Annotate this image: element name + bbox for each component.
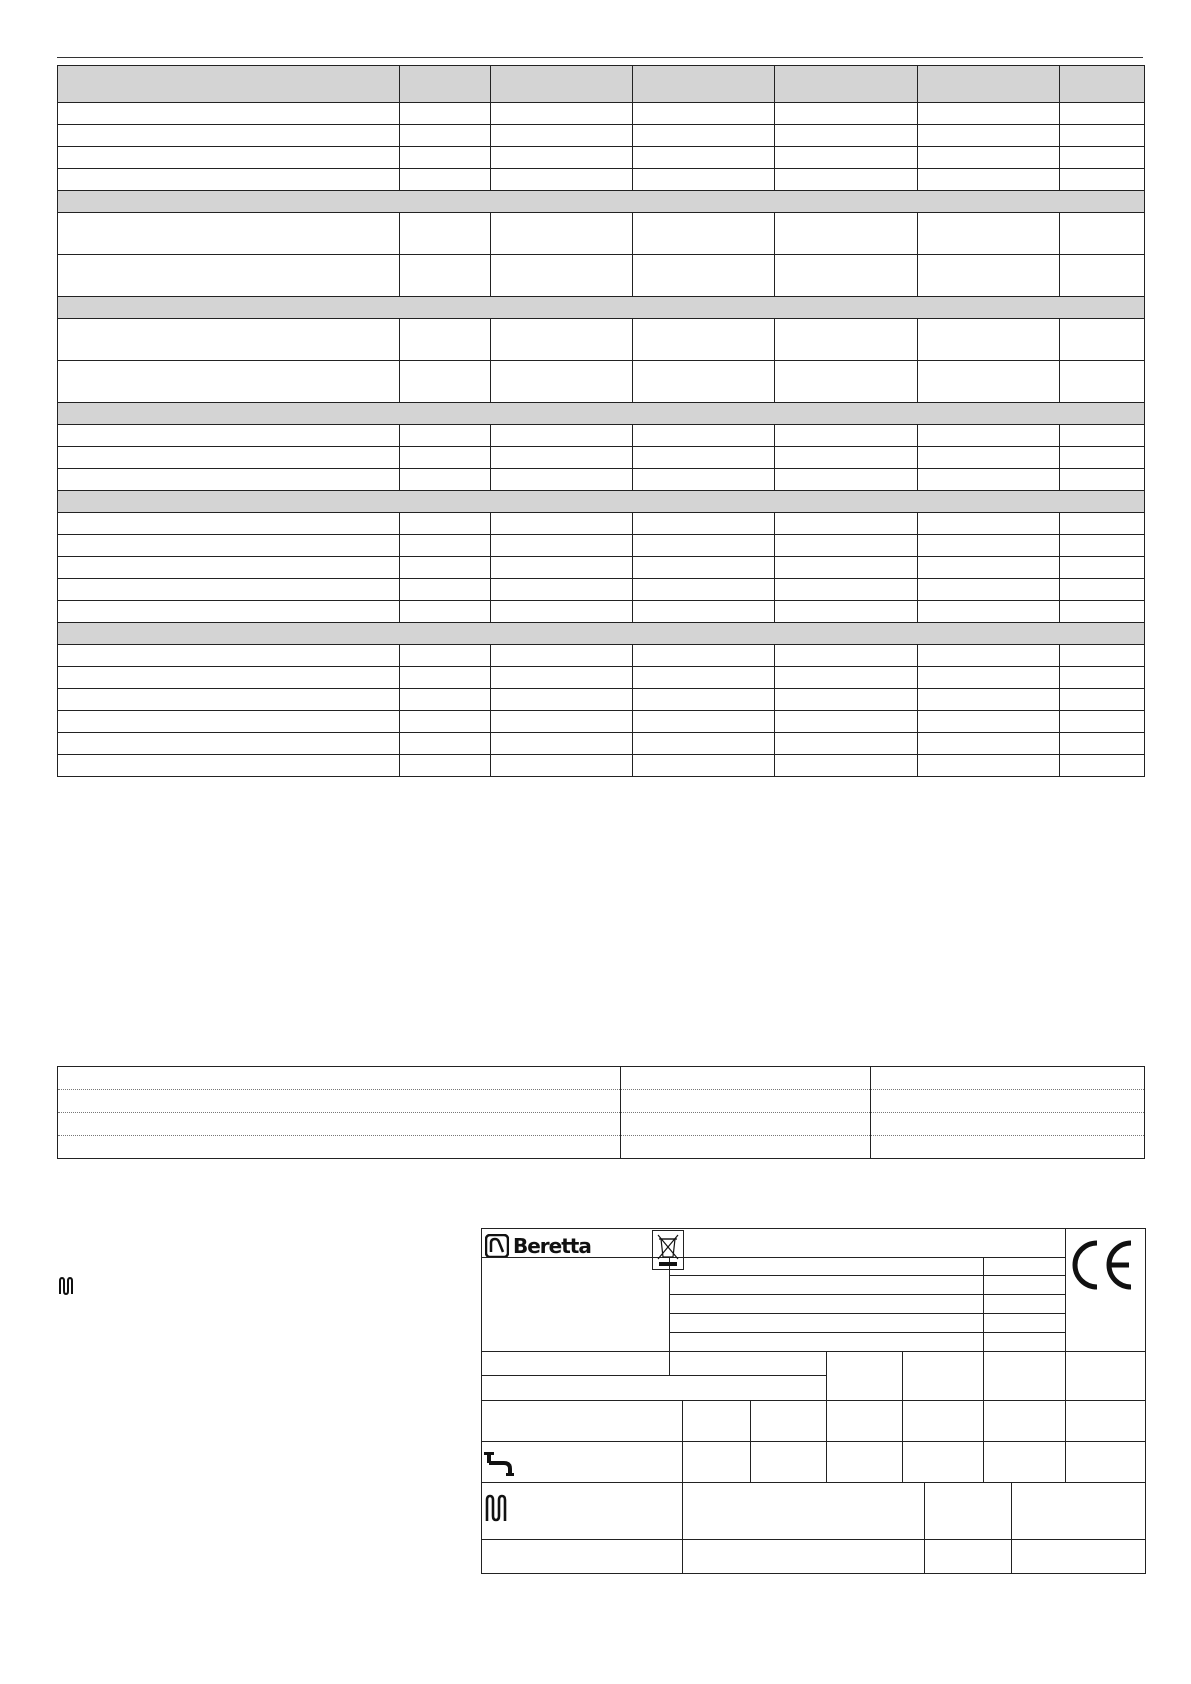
- table-row: [58, 755, 1145, 777]
- technical-data-table: [57, 65, 1145, 777]
- table-row: [58, 103, 1145, 125]
- table-row: [58, 319, 1145, 361]
- table-row: [58, 255, 1145, 297]
- ce-mark-icon: [1065, 1235, 1137, 1295]
- brand-logo: [485, 1233, 591, 1259]
- table-row: [58, 711, 1145, 733]
- table-row: [58, 125, 1145, 147]
- table-row: [58, 579, 1145, 601]
- section-header-row: [58, 297, 1145, 319]
- beretta-logo-icon: [485, 1234, 509, 1258]
- table-row: [58, 425, 1145, 447]
- table-row: [58, 1067, 1145, 1090]
- table-row: [58, 361, 1145, 403]
- table-row: [58, 169, 1145, 191]
- table-row: [58, 689, 1145, 711]
- table-header-row: [58, 66, 1145, 103]
- table-row: [58, 147, 1145, 169]
- data-plate: [481, 1228, 1146, 1574]
- table-row: [58, 1136, 1145, 1159]
- weee-bin-icon: [652, 1230, 684, 1270]
- brand-name: Beretta: [513, 1234, 591, 1258]
- top-rule: [57, 57, 1143, 58]
- radiator-icon: [58, 1276, 76, 1296]
- secondary-data-table: [57, 1066, 1145, 1159]
- table-row: [58, 1113, 1145, 1136]
- table-row: [58, 733, 1145, 755]
- section-header-row: [58, 403, 1145, 425]
- section-header-row: [58, 491, 1145, 513]
- table-row: [58, 469, 1145, 491]
- section-header-row: [58, 191, 1145, 213]
- table-row: [58, 557, 1145, 579]
- tap-icon: [484, 1451, 518, 1477]
- table-row: [58, 213, 1145, 255]
- radiator-icon: [484, 1493, 510, 1523]
- table-row: [58, 667, 1145, 689]
- table-row: [58, 645, 1145, 667]
- section-header-row: [58, 623, 1145, 645]
- table-row: [58, 535, 1145, 557]
- table-row: [58, 447, 1145, 469]
- table-row: [58, 1090, 1145, 1113]
- table-row: [58, 513, 1145, 535]
- table-row: [58, 601, 1145, 623]
